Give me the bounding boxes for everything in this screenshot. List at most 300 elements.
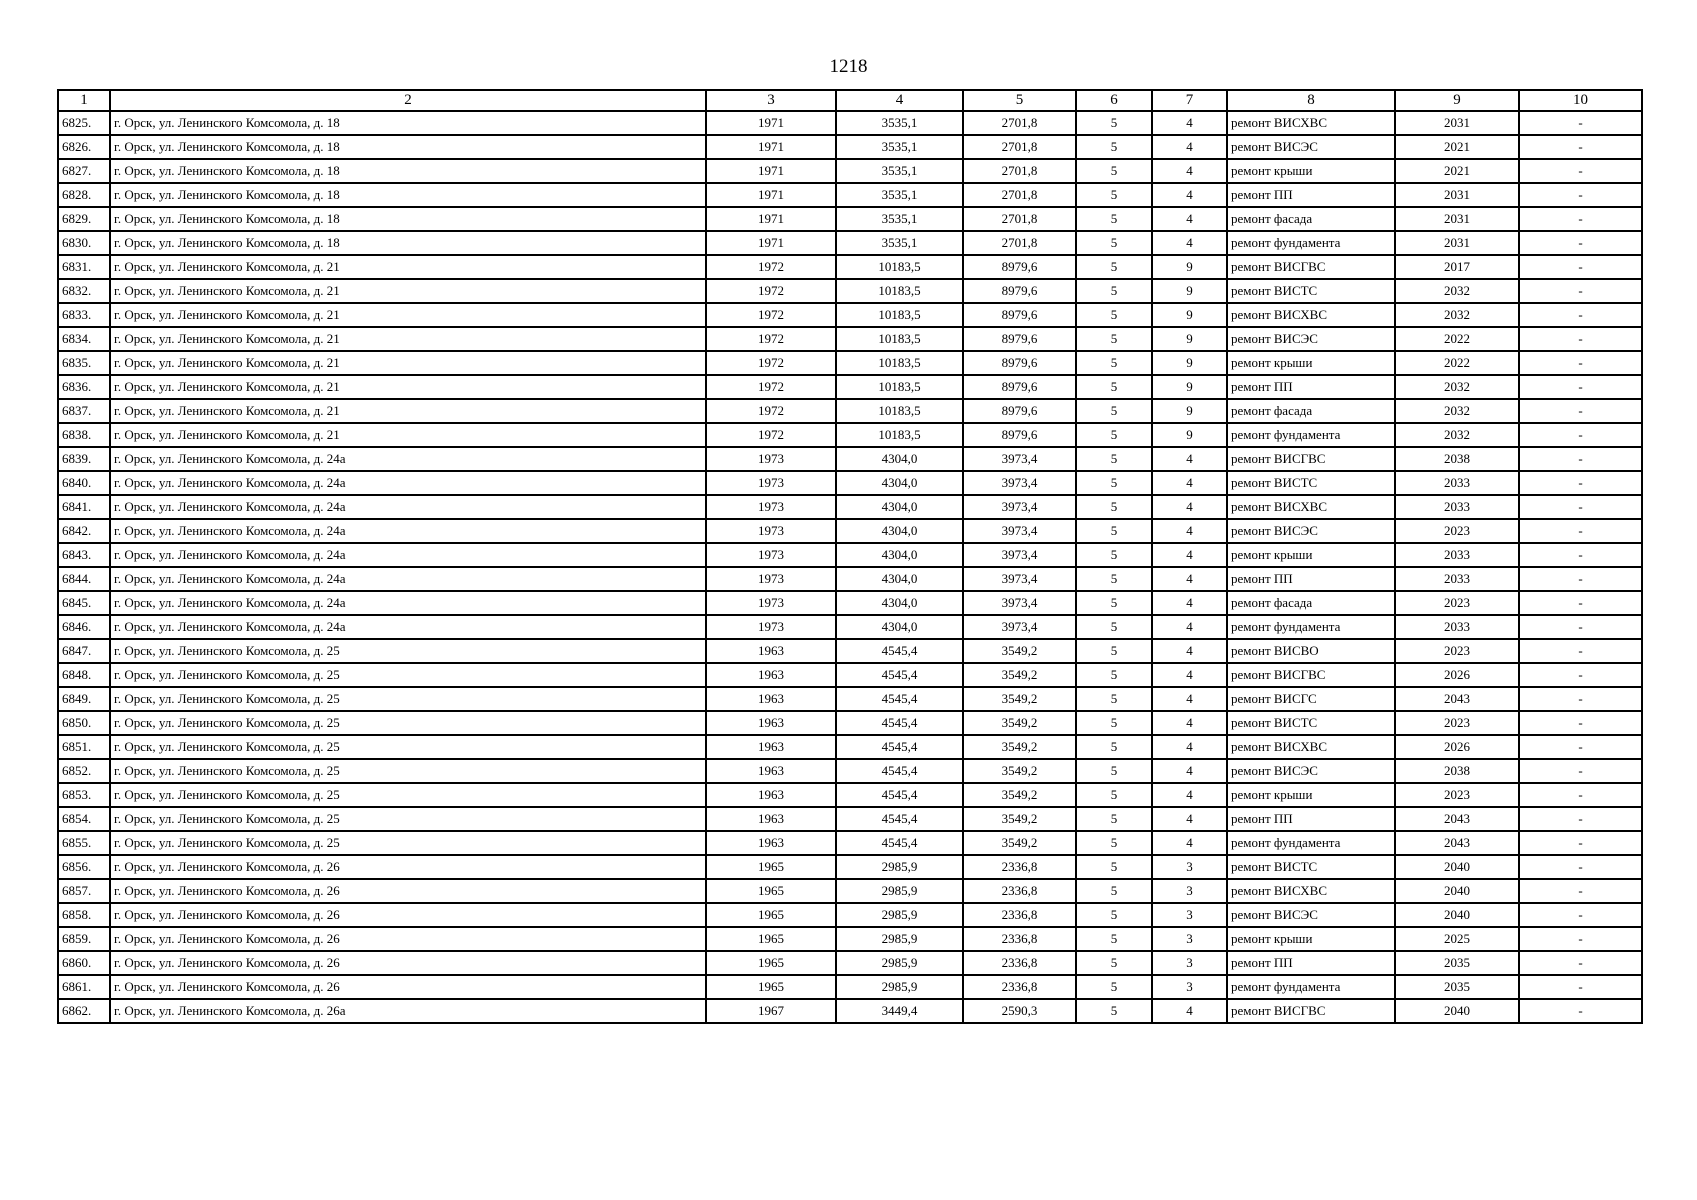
table-cell-col-4: 4545,4 — [836, 711, 963, 735]
table-cell-col-8: ремонт ВИСВО — [1227, 639, 1395, 663]
table-cell-col-6: 5 — [1076, 423, 1152, 447]
table-cell-col-10: - — [1519, 879, 1642, 903]
table-cell-col-8: ремонт фасада — [1227, 207, 1395, 231]
table-cell-col-1: 6857. — [58, 879, 110, 903]
table-cell-col-10: - — [1519, 135, 1642, 159]
table-row — [58, 327, 1642, 351]
table-cell-col-4: 3535,1 — [836, 135, 963, 159]
table-cell-col-2: г. Орск, ул. Ленинского Комсомола, д. 25 — [110, 687, 706, 711]
table-row — [58, 231, 1642, 255]
table-cell-col-9: 2040 — [1395, 855, 1519, 879]
table-cell-col-7: 4 — [1152, 183, 1227, 207]
table-cell-col-8: ремонт ВИСЭС — [1227, 327, 1395, 351]
table-cell-col-2: г. Орск, ул. Ленинского Комсомола, д. 26 — [110, 903, 706, 927]
table-cell-col-5: 2336,8 — [963, 855, 1076, 879]
table-cell-col-9: 2031 — [1395, 231, 1519, 255]
table-cell-col-5: 3973,4 — [963, 495, 1076, 519]
table-cell-col-8: ремонт ВИСГВС — [1227, 999, 1395, 1023]
table-cell-col-9: 2021 — [1395, 159, 1519, 183]
table-cell-col-7: 4 — [1152, 831, 1227, 855]
table-row — [58, 447, 1642, 471]
table-cell-col-2: г. Орск, ул. Ленинского Комсомола, д. 26 — [110, 879, 706, 903]
table-cell-col-5: 3973,4 — [963, 447, 1076, 471]
table-cell-col-8: ремонт фундамента — [1227, 831, 1395, 855]
table-cell-col-10: - — [1519, 615, 1642, 639]
table-cell-col-1: 6834. — [58, 327, 110, 351]
table-cell-col-2: г. Орск, ул. Ленинского Комсомола, д. 24а — [110, 471, 706, 495]
table-cell-col-10: - — [1519, 663, 1642, 687]
table-row — [58, 759, 1642, 783]
table-cell-col-9: 2023 — [1395, 711, 1519, 735]
table-cell-col-7: 3 — [1152, 903, 1227, 927]
table-cell-col-5: 8979,6 — [963, 279, 1076, 303]
table-cell-col-6: 5 — [1076, 159, 1152, 183]
table-cell-col-4: 10183,5 — [836, 327, 963, 351]
table-cell-col-5: 2701,8 — [963, 135, 1076, 159]
table-cell-col-4: 2985,9 — [836, 855, 963, 879]
table-cell-col-7: 9 — [1152, 279, 1227, 303]
table-cell-col-10: - — [1519, 327, 1642, 351]
table-cell-col-8: ремонт фундамента — [1227, 975, 1395, 999]
table-cell-col-4: 4304,0 — [836, 495, 963, 519]
table-cell-col-9: 2043 — [1395, 831, 1519, 855]
table-cell-col-6: 5 — [1076, 855, 1152, 879]
table-cell-col-8: ремонт крыши — [1227, 927, 1395, 951]
table-cell-col-2: г. Орск, ул. Ленинского Комсомола, д. 21 — [110, 375, 706, 399]
table-cell-col-3: 1972 — [706, 279, 836, 303]
header-row — [58, 90, 1642, 111]
table-row — [58, 351, 1642, 375]
table-cell-col-9: 2026 — [1395, 663, 1519, 687]
table-row — [58, 639, 1642, 663]
table-row — [58, 735, 1642, 759]
table-cell-col-2: г. Орск, ул. Ленинского Комсомола, д. 24а — [110, 495, 706, 519]
table-cell-col-9: 2033 — [1395, 543, 1519, 567]
table-cell-col-7: 4 — [1152, 471, 1227, 495]
table-cell-col-1: 6838. — [58, 423, 110, 447]
table-cell-col-8: ремонт ПП — [1227, 567, 1395, 591]
table-row — [58, 999, 1642, 1023]
table-cell-col-9: 2026 — [1395, 735, 1519, 759]
table-cell-col-4: 10183,5 — [836, 303, 963, 327]
table-cell-col-7: 4 — [1152, 495, 1227, 519]
table-cell-col-5: 2336,8 — [963, 879, 1076, 903]
table-cell-col-7: 4 — [1152, 591, 1227, 615]
table-cell-col-8: ремонт крыши — [1227, 159, 1395, 183]
table-cell-col-1: 6835. — [58, 351, 110, 375]
table-cell-col-5: 8979,6 — [963, 351, 1076, 375]
table-cell-col-6: 5 — [1076, 183, 1152, 207]
table-cell-col-1: 6858. — [58, 903, 110, 927]
column-header: 7 — [1152, 90, 1227, 111]
table-cell-col-7: 4 — [1152, 783, 1227, 807]
table-cell-col-10: - — [1519, 687, 1642, 711]
table-cell-col-1: 6840. — [58, 471, 110, 495]
table-body — [58, 111, 1642, 1023]
table-cell-col-7: 4 — [1152, 543, 1227, 567]
table-row — [58, 615, 1642, 639]
table-cell-col-9: 2031 — [1395, 111, 1519, 135]
table-cell-col-7: 3 — [1152, 927, 1227, 951]
table-cell-col-6: 5 — [1076, 615, 1152, 639]
table-cell-col-8: ремонт ПП — [1227, 183, 1395, 207]
table-cell-col-9: 2022 — [1395, 327, 1519, 351]
table-cell-col-7: 4 — [1152, 807, 1227, 831]
table-cell-col-8: ремонт ВИСЭС — [1227, 135, 1395, 159]
table-cell-col-3: 1972 — [706, 375, 836, 399]
table-cell-col-9: 2032 — [1395, 303, 1519, 327]
table-cell-col-9: 2033 — [1395, 471, 1519, 495]
table-cell-col-1: 6839. — [58, 447, 110, 471]
table-cell-col-7: 4 — [1152, 135, 1227, 159]
table-cell-col-9: 2032 — [1395, 423, 1519, 447]
table-cell-col-6: 5 — [1076, 111, 1152, 135]
table-cell-col-1: 6854. — [58, 807, 110, 831]
table-cell-col-2: г. Орск, ул. Ленинского Комсомола, д. 21 — [110, 327, 706, 351]
table-cell-col-5: 3549,2 — [963, 639, 1076, 663]
table-cell-col-9: 2040 — [1395, 903, 1519, 927]
table-cell-col-9: 2040 — [1395, 999, 1519, 1023]
table-cell-col-8: ремонт ВИСТС — [1227, 471, 1395, 495]
table-cell-col-8: ремонт ВИСХВС — [1227, 303, 1395, 327]
table-cell-col-8: ремонт крыши — [1227, 543, 1395, 567]
table-cell-col-3: 1965 — [706, 927, 836, 951]
table-cell-col-6: 5 — [1076, 663, 1152, 687]
column-header: 1 — [58, 90, 110, 111]
table-cell-col-3: 1965 — [706, 879, 836, 903]
table-cell-col-4: 4545,4 — [836, 663, 963, 687]
table-cell-col-3: 1973 — [706, 447, 836, 471]
table-cell-col-3: 1973 — [706, 495, 836, 519]
table-cell-col-7: 4 — [1152, 687, 1227, 711]
table-cell-col-5: 2701,8 — [963, 231, 1076, 255]
table-cell-col-6: 5 — [1076, 207, 1152, 231]
table-cell-col-3: 1963 — [706, 663, 836, 687]
table-cell-col-10: - — [1519, 759, 1642, 783]
table-cell-col-4: 2985,9 — [836, 975, 963, 999]
table-cell-col-10: - — [1519, 639, 1642, 663]
table-cell-col-8: ремонт ВИСТС — [1227, 711, 1395, 735]
table-cell-col-2: г. Орск, ул. Ленинского Комсомола, д. 18 — [110, 207, 706, 231]
table-cell-col-5: 2590,3 — [963, 999, 1076, 1023]
table-cell-col-1: 6837. — [58, 399, 110, 423]
table-cell-col-9: 2038 — [1395, 447, 1519, 471]
table-cell-col-8: ремонт ВИСТС — [1227, 279, 1395, 303]
table-cell-col-2: г. Орск, ул. Ленинского Комсомола, д. 18 — [110, 111, 706, 135]
table-cell-col-5: 3973,4 — [963, 471, 1076, 495]
table-cell-col-5: 3549,2 — [963, 831, 1076, 855]
table-cell-col-9: 2023 — [1395, 639, 1519, 663]
table-cell-col-2: г. Орск, ул. Ленинского Комсомола, д. 21 — [110, 399, 706, 423]
table-cell-col-1: 6827. — [58, 159, 110, 183]
table-row — [58, 567, 1642, 591]
table-row — [58, 663, 1642, 687]
table-cell-col-10: - — [1519, 375, 1642, 399]
table-cell-col-1: 6826. — [58, 135, 110, 159]
table-cell-col-10: - — [1519, 831, 1642, 855]
table-cell-col-10: - — [1519, 519, 1642, 543]
table-cell-col-5: 3549,2 — [963, 687, 1076, 711]
table-cell-col-4: 10183,5 — [836, 279, 963, 303]
table-cell-col-1: 6851. — [58, 735, 110, 759]
table-cell-col-6: 5 — [1076, 735, 1152, 759]
table-cell-col-9: 2035 — [1395, 951, 1519, 975]
table-row — [58, 279, 1642, 303]
table-cell-col-7: 9 — [1152, 303, 1227, 327]
table-cell-col-10: - — [1519, 735, 1642, 759]
table-cell-col-2: г. Орск, ул. Ленинского Комсомола, д. 25 — [110, 807, 706, 831]
table-row — [58, 831, 1642, 855]
table-cell-col-6: 5 — [1076, 639, 1152, 663]
table-cell-col-3: 1971 — [706, 183, 836, 207]
table-cell-col-6: 5 — [1076, 231, 1152, 255]
table-cell-col-4: 2985,9 — [836, 951, 963, 975]
table-cell-col-3: 1963 — [706, 759, 836, 783]
table-cell-col-2: г. Орск, ул. Ленинского Комсомола, д. 25 — [110, 783, 706, 807]
table-row — [58, 423, 1642, 447]
table-cell-col-1: 6860. — [58, 951, 110, 975]
table-cell-col-9: 2035 — [1395, 975, 1519, 999]
table-cell-col-4: 4545,4 — [836, 831, 963, 855]
table-cell-col-1: 6853. — [58, 783, 110, 807]
table-row — [58, 687, 1642, 711]
table-cell-col-3: 1965 — [706, 951, 836, 975]
table-cell-col-4: 10183,5 — [836, 351, 963, 375]
table-row — [58, 111, 1642, 135]
table-cell-col-8: ремонт ВИСХВС — [1227, 735, 1395, 759]
table-cell-col-3: 1973 — [706, 543, 836, 567]
table-cell-col-5: 8979,6 — [963, 423, 1076, 447]
table-cell-col-6: 5 — [1076, 519, 1152, 543]
table-cell-col-6: 5 — [1076, 543, 1152, 567]
table-cell-col-2: г. Орск, ул. Ленинского Комсомола, д. 24а — [110, 519, 706, 543]
table-cell-col-3: 1965 — [706, 855, 836, 879]
table-cell-col-4: 10183,5 — [836, 375, 963, 399]
table-cell-col-5: 8979,6 — [963, 255, 1076, 279]
table-cell-col-9: 2043 — [1395, 687, 1519, 711]
table-cell-col-1: 6855. — [58, 831, 110, 855]
table-cell-col-6: 5 — [1076, 471, 1152, 495]
column-header: 5 — [963, 90, 1076, 111]
table-cell-col-1: 6849. — [58, 687, 110, 711]
table-cell-col-3: 1963 — [706, 639, 836, 663]
table-cell-col-3: 1971 — [706, 159, 836, 183]
table-cell-col-10: - — [1519, 207, 1642, 231]
table-cell-col-5: 2336,8 — [963, 927, 1076, 951]
table-cell-col-9: 2032 — [1395, 279, 1519, 303]
table-cell-col-6: 5 — [1076, 567, 1152, 591]
table-cell-col-10: - — [1519, 303, 1642, 327]
table-cell-col-8: ремонт ПП — [1227, 807, 1395, 831]
table-cell-col-1: 6843. — [58, 543, 110, 567]
table-cell-col-7: 9 — [1152, 327, 1227, 351]
table-cell-col-10: - — [1519, 807, 1642, 831]
table-cell-col-5: 3549,2 — [963, 735, 1076, 759]
table-cell-col-2: г. Орск, ул. Ленинского Комсомола, д. 25 — [110, 711, 706, 735]
table-cell-col-4: 2985,9 — [836, 903, 963, 927]
table-cell-col-6: 5 — [1076, 135, 1152, 159]
table-cell-col-6: 5 — [1076, 807, 1152, 831]
table-cell-col-9: 2031 — [1395, 183, 1519, 207]
table-cell-col-2: г. Орск, ул. Ленинского Комсомола, д. 25 — [110, 759, 706, 783]
table-cell-col-10: - — [1519, 183, 1642, 207]
table-cell-col-6: 5 — [1076, 351, 1152, 375]
table-cell-col-8: ремонт ВИСГС — [1227, 687, 1395, 711]
table-cell-col-6: 5 — [1076, 759, 1152, 783]
table-row — [58, 879, 1642, 903]
table-cell-col-1: 6856. — [58, 855, 110, 879]
table-cell-col-5: 3973,4 — [963, 543, 1076, 567]
table-row — [58, 495, 1642, 519]
table-cell-col-6: 5 — [1076, 495, 1152, 519]
table-cell-col-4: 10183,5 — [836, 423, 963, 447]
table-cell-col-6: 5 — [1076, 375, 1152, 399]
table-cell-col-9: 2040 — [1395, 879, 1519, 903]
table-cell-col-7: 3 — [1152, 975, 1227, 999]
table-cell-col-4: 3535,1 — [836, 111, 963, 135]
table-cell-col-1: 6850. — [58, 711, 110, 735]
table-cell-col-4: 3535,1 — [836, 231, 963, 255]
table-cell-col-8: ремонт ВИСХВС — [1227, 111, 1395, 135]
table-cell-col-5: 2701,8 — [963, 111, 1076, 135]
table-cell-col-10: - — [1519, 543, 1642, 567]
table-cell-col-10: - — [1519, 351, 1642, 375]
table-cell-col-6: 5 — [1076, 783, 1152, 807]
table-cell-col-2: г. Орск, ул. Ленинского Комсомола, д. 18 — [110, 231, 706, 255]
table-cell-col-6: 5 — [1076, 327, 1152, 351]
table-cell-col-8: ремонт ВИСЭС — [1227, 519, 1395, 543]
table-cell-col-5: 3549,2 — [963, 711, 1076, 735]
table-cell-col-2: г. Орск, ул. Ленинского Комсомола, д. 24а — [110, 567, 706, 591]
table-cell-col-4: 4304,0 — [836, 591, 963, 615]
column-header: 2 — [110, 90, 706, 111]
table-cell-col-5: 3973,4 — [963, 591, 1076, 615]
table-cell-col-9: 2023 — [1395, 783, 1519, 807]
table-row — [58, 783, 1642, 807]
table-cell-col-10: - — [1519, 567, 1642, 591]
column-header: 3 — [706, 90, 836, 111]
table-cell-col-4: 4545,4 — [836, 759, 963, 783]
table-cell-col-7: 4 — [1152, 519, 1227, 543]
table-cell-col-6: 5 — [1076, 303, 1152, 327]
table-cell-col-3: 1973 — [706, 519, 836, 543]
table-cell-col-8: ремонт ВИСГВС — [1227, 447, 1395, 471]
table-cell-col-4: 10183,5 — [836, 399, 963, 423]
table-cell-col-3: 1963 — [706, 807, 836, 831]
table-cell-col-7: 4 — [1152, 159, 1227, 183]
table-cell-col-8: ремонт ВИСЭС — [1227, 903, 1395, 927]
table-row — [58, 159, 1642, 183]
table-cell-col-1: 6832. — [58, 279, 110, 303]
table-cell-col-10: - — [1519, 447, 1642, 471]
table-cell-col-2: г. Орск, ул. Ленинского Комсомола, д. 26 — [110, 975, 706, 999]
column-header: 9 — [1395, 90, 1519, 111]
table-cell-col-10: - — [1519, 231, 1642, 255]
table-cell-col-8: ремонт фасада — [1227, 399, 1395, 423]
table-cell-col-9: 2038 — [1395, 759, 1519, 783]
page-number: 1218 — [829, 56, 868, 77]
table-cell-col-4: 4545,4 — [836, 783, 963, 807]
table-cell-col-7: 4 — [1152, 111, 1227, 135]
table-cell-col-3: 1973 — [706, 591, 836, 615]
column-header: 4 — [836, 90, 963, 111]
table-cell-col-3: 1973 — [706, 615, 836, 639]
table-cell-col-8: ремонт ВИСГВС — [1227, 255, 1395, 279]
table-cell-col-3: 1963 — [706, 783, 836, 807]
table-cell-col-5: 3549,2 — [963, 759, 1076, 783]
table-cell-col-1: 6848. — [58, 663, 110, 687]
table-cell-col-4: 4304,0 — [836, 567, 963, 591]
table-cell-col-3: 1972 — [706, 255, 836, 279]
table-cell-col-10: - — [1519, 495, 1642, 519]
table-cell-col-3: 1971 — [706, 135, 836, 159]
table-cell-col-8: ремонт фундамента — [1227, 231, 1395, 255]
table-cell-col-7: 9 — [1152, 375, 1227, 399]
table-cell-col-4: 10183,5 — [836, 255, 963, 279]
table-cell-col-3: 1971 — [706, 207, 836, 231]
table-cell-col-9: 2031 — [1395, 207, 1519, 231]
table-cell-col-1: 6842. — [58, 519, 110, 543]
table-cell-col-5: 8979,6 — [963, 375, 1076, 399]
table-cell-col-2: г. Орск, ул. Ленинского Комсомола, д. 25 — [110, 735, 706, 759]
table-cell-col-6: 5 — [1076, 879, 1152, 903]
table-cell-col-5: 3549,2 — [963, 663, 1076, 687]
table-cell-col-10: - — [1519, 855, 1642, 879]
table-cell-col-5: 8979,6 — [963, 399, 1076, 423]
table-row — [58, 135, 1642, 159]
table-cell-col-7: 3 — [1152, 855, 1227, 879]
repair-schedule-table — [57, 89, 1643, 1024]
table-cell-col-3: 1972 — [706, 399, 836, 423]
table-cell-col-2: г. Орск, ул. Ленинского Комсомола, д. 26 — [110, 951, 706, 975]
table-cell-col-3: 1972 — [706, 327, 836, 351]
table-cell-col-8: ремонт крыши — [1227, 783, 1395, 807]
table-cell-col-2: г. Орск, ул. Ленинского Комсомола, д. 25 — [110, 663, 706, 687]
table-row — [58, 591, 1642, 615]
table-cell-col-4: 2985,9 — [836, 879, 963, 903]
table-cell-col-2: г. Орск, ул. Ленинского Комсомола, д. 21 — [110, 255, 706, 279]
table-cell-col-1: 6859. — [58, 927, 110, 951]
table-cell-col-1: 6845. — [58, 591, 110, 615]
table-cell-col-4: 4545,4 — [836, 735, 963, 759]
table-cell-col-9: 2033 — [1395, 615, 1519, 639]
table-cell-col-4: 4304,0 — [836, 519, 963, 543]
table-row — [58, 903, 1642, 927]
table-cell-col-3: 1971 — [706, 231, 836, 255]
table-cell-col-5: 2336,8 — [963, 975, 1076, 999]
table-cell-col-6: 5 — [1076, 255, 1152, 279]
table-cell-col-5: 2336,8 — [963, 903, 1076, 927]
table-cell-col-1: 6829. — [58, 207, 110, 231]
table-cell-col-10: - — [1519, 279, 1642, 303]
table-cell-col-4: 3535,1 — [836, 159, 963, 183]
table-cell-col-8: ремонт ВИСХВС — [1227, 879, 1395, 903]
table-row — [58, 951, 1642, 975]
table-cell-col-6: 5 — [1076, 687, 1152, 711]
table-cell-col-7: 4 — [1152, 447, 1227, 471]
table-cell-col-7: 4 — [1152, 615, 1227, 639]
table-cell-col-7: 9 — [1152, 399, 1227, 423]
table-cell-col-1: 6861. — [58, 975, 110, 999]
table-cell-col-10: - — [1519, 951, 1642, 975]
table-cell-col-4: 4545,4 — [836, 687, 963, 711]
table-cell-col-10: - — [1519, 903, 1642, 927]
table-cell-col-3: 1963 — [706, 687, 836, 711]
table-row — [58, 855, 1642, 879]
table-cell-col-10: - — [1519, 975, 1642, 999]
table-cell-col-5: 3549,2 — [963, 783, 1076, 807]
table-cell-col-4: 4545,4 — [836, 639, 963, 663]
